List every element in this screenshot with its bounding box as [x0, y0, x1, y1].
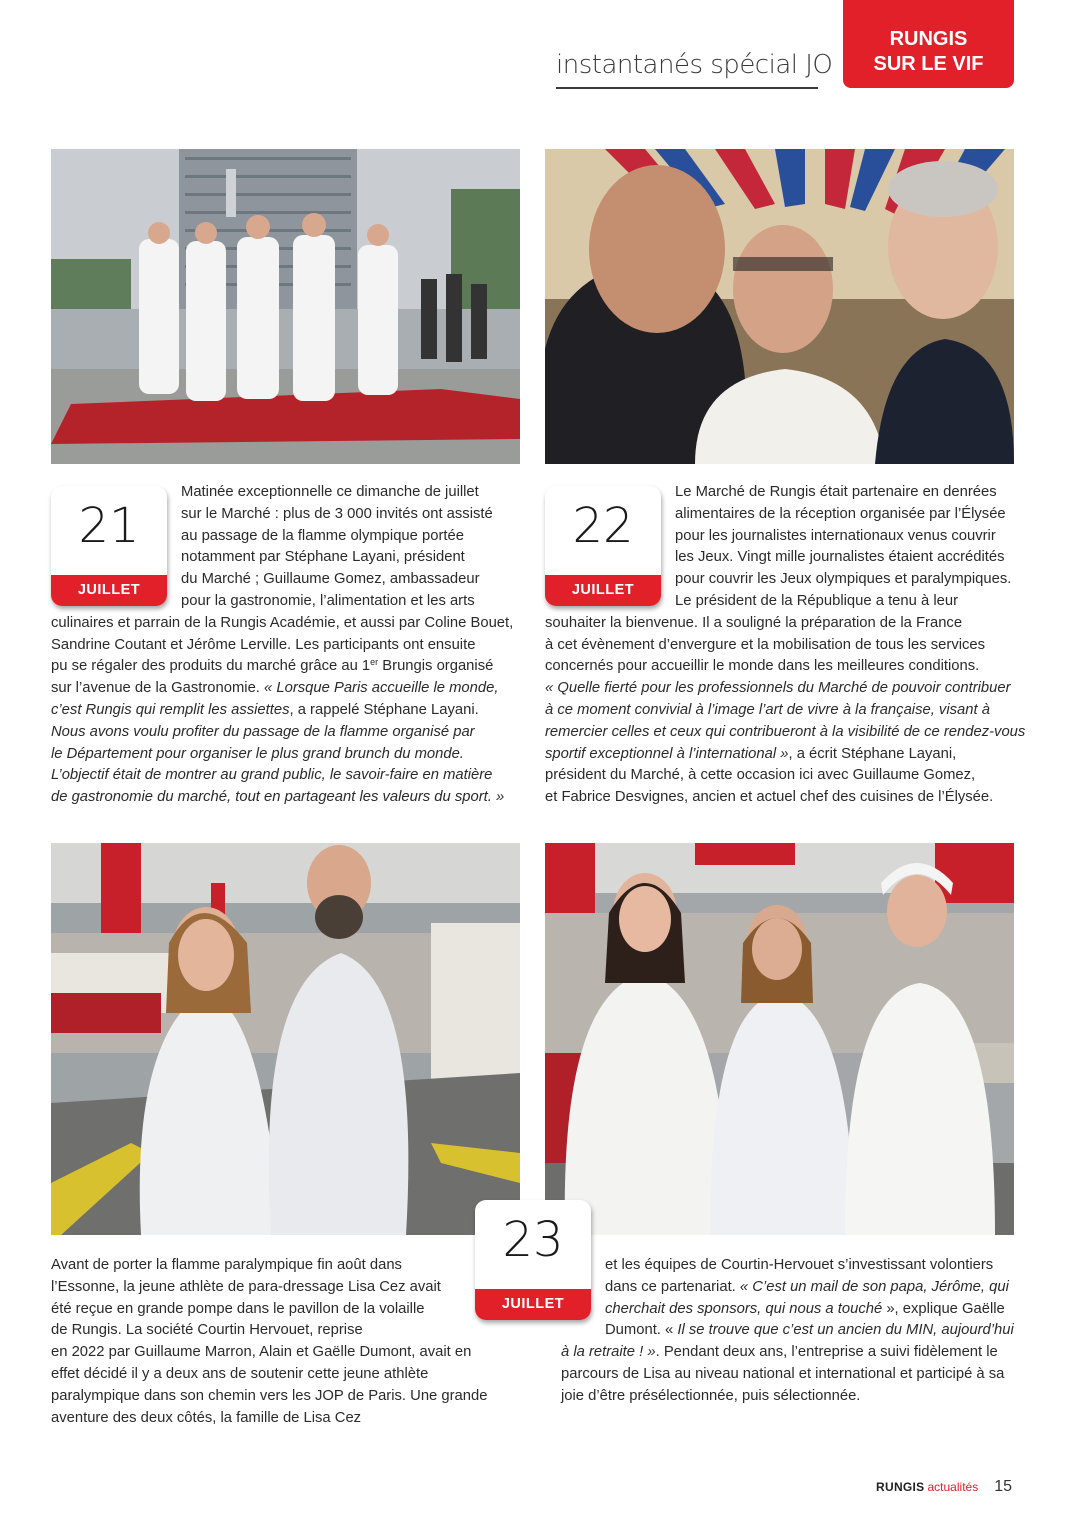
text-line: en 2022 par Guillaume Marron, Alain et Gaëlle Dumont, avait en: [51, 1344, 472, 1361]
text-line: à cet évènement d’envergure et la mobilisation de tous les services: [545, 636, 986, 653]
section-title: instantanés spécial JO: [556, 50, 833, 80]
text-line: effet décidé il y a deux ans de soutenir cette jeune athlète: [51, 1365, 429, 1382]
text-line: président du Marché, à cette occasion ici avec Guillaume Gomez,: [545, 767, 976, 784]
courtin-hervouet-team-photo: [545, 843, 1014, 1235]
date-day: 21: [78, 498, 140, 554]
article-23-text-right-wrap: [605, 1255, 1014, 1342]
article-21-text-wrap: [181, 482, 493, 613]
text-line: à ce moment convivial à l’image l’art de vivre à la française, visant à: [545, 701, 990, 718]
text-line: alimentaires de la réception organisée par l’Élysée: [675, 505, 1006, 522]
date-day: 22: [572, 498, 634, 554]
page-footer: [876, 1478, 1012, 1496]
text-line: joie d’être présélectionnée, puis sélectionnée.: [561, 1387, 861, 1404]
text-line: [51, 656, 513, 678]
text-line: et les équipes de Courtin-Hervouet s’investissant volontiers: [605, 1257, 994, 1273]
text-line: paralympique dans son chemin vers les JOP de Paris. Une grande: [51, 1387, 488, 1404]
text-line: concernés pour accueillir le monde dans les meilleures conditions.: [545, 658, 980, 675]
text-line: cherchait des sponsors, qui nous a touché », explique Gaëlle: [605, 1300, 1005, 1317]
flame-ceremony-photo: [51, 149, 520, 464]
lisa-cez-pavilion-photo: [51, 843, 520, 1235]
text-line: pour la gastronomie, l’alimentation et les arts: [181, 592, 475, 609]
brungis-text: pu se régaler des produits du marché grâce au 1er Brungis organisé: [51, 657, 494, 675]
text-line: été reçue en grande pompe dans le pavillon de la volaille: [51, 1300, 425, 1317]
text-line: parcours de Lisa au niveau national et international et participé à sa: [561, 1365, 1005, 1382]
date-month: JUILLET: [475, 1289, 591, 1320]
text-line: l’Essonne, la jeune athlète de para-dressage Lisa Cez avait: [51, 1278, 441, 1295]
date-day: 23: [502, 1212, 564, 1268]
text-line: L’objectif était de montrer au grand public, le savoir-faire en matière: [51, 767, 493, 784]
date-badge-21-juillet: [51, 486, 167, 606]
date-badge-23-juillet: [475, 1200, 591, 1320]
section-tab-line2: SUR LE VIF: [873, 53, 984, 75]
section-tab-line1: RUNGIS: [889, 28, 968, 50]
elysee-selfie-photo: [545, 149, 1014, 464]
text-line: du Marché ; Guillaume Gomez, ambassadeur: [181, 571, 480, 588]
section-title-underline: [556, 87, 818, 89]
text-line: les Jeux. Vingt mille journalistes étaient accrédités: [675, 549, 1005, 566]
text-line: Avant de porter la flamme paralympique fin août dans: [51, 1257, 402, 1273]
text-line: notamment par Stéphane Layani, président: [181, 549, 465, 566]
text-line: Sandrine Coutant et Jérôme Lerville. Les participants ont ensuite: [51, 636, 476, 653]
article-22-text-full: [545, 613, 1025, 809]
text-line: pour les journalistes internationaux venus couvrir: [675, 527, 996, 544]
date-month: JUILLET: [545, 575, 661, 606]
article-23-text-left: [51, 1255, 487, 1429]
article-22-text-wrap: [675, 482, 1011, 613]
text-line: remercier celles et ceux qui contribueront à la visibilité de ce rendez-vous: [545, 723, 1026, 740]
text-line: sportif exceptionnel à l’international », a écrit Stéphane Layani,: [545, 745, 957, 762]
text-line: Dumont. « Il se trouve que c’est un ancien du MIN, aujourd’hui: [605, 1322, 1014, 1339]
text-line: Le président de la République a tenu à leur: [675, 592, 958, 609]
page-number: 15: [994, 1478, 1012, 1495]
text-line: Le Marché de Rungis était partenaire en denrées: [675, 484, 997, 500]
text-line: culinaires et parrain de la Rungis Académie, et aussi par Coline Bouet,: [51, 614, 514, 631]
footer-brand: RUNGIS: [876, 1480, 925, 1494]
text-line: de Rungis. La société Courtin Hervouet, reprise: [51, 1322, 363, 1339]
text-line: c’est Rungis qui remplit les assiettes, a rappelé Stéphane Layani.: [51, 701, 479, 718]
text-line: dans ce partenariat. « C’est un mail de son papa, Jérôme, qui: [605, 1278, 1009, 1295]
text-line: au passage de la flamme olympique portée: [181, 527, 464, 544]
text-line: et Fabrice Desvignes, ancien et actuel chef des cuisines de l’Élysée.: [545, 789, 994, 806]
text-line: sur l’avenue de la Gastronomie. « Lorsque Paris accueille le monde,: [51, 680, 499, 697]
date-badge-22-juillet: [545, 486, 661, 606]
text-line: de gastronomie du marché, tout en partageant les valeurs du sport. »: [51, 789, 505, 806]
text-line: à la retraite ! ». Pendant deux ans, l’entreprise a suivi fidèlement le: [561, 1344, 998, 1361]
article-23-text-right-full: [561, 1342, 1004, 1407]
text-line: Matinée exceptionnelle ce dimanche de juillet: [181, 484, 479, 500]
text-line: le Département pour organiser le plus grand brunch du monde.: [51, 745, 464, 762]
date-month: JUILLET: [51, 575, 167, 606]
section-tab: [843, 0, 1014, 88]
text-line: Nous avons voulu profiter du passage de la flamme organisé par: [51, 723, 475, 740]
text-line: sur le Marché : plus de 3 000 invités ont assisté: [181, 505, 493, 522]
text-line: aventure des deux côtés, la famille de Lisa Cez: [51, 1409, 362, 1426]
text-line: souhaiter la bienvenue. Il a souligné la préparation de la France: [545, 614, 963, 631]
text-line: « Quelle fierté pour les professionnels du Marché de pouvoir contribuer: [545, 680, 1011, 697]
text-line: pour couvrir les Jeux olympiques et paralympiques.: [675, 571, 1012, 588]
footer-subtitle: actualités: [927, 1480, 979, 1494]
article-21-text-full: [51, 613, 513, 809]
